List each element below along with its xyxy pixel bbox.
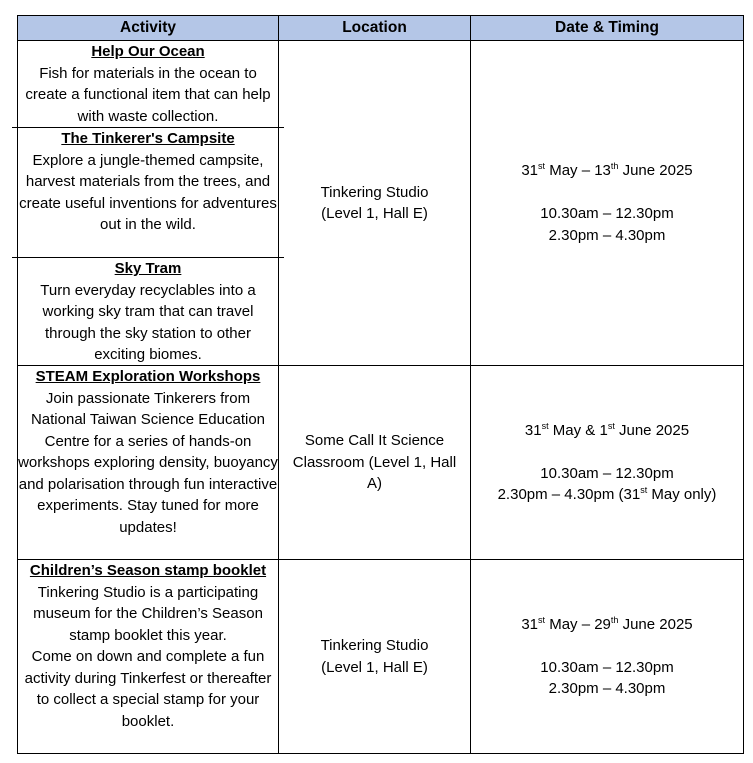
activity-item (12, 41, 284, 128)
header-location: Location (279, 16, 471, 41)
date-text: June 2025 (614, 421, 690, 439)
date-day: 31 (521, 615, 539, 633)
time-slot: 2.30pm – 4.30pm (548, 680, 666, 697)
date-suffix: st (640, 485, 648, 495)
date-cell (471, 560, 744, 754)
location-line: Classroom (Level 1, Hall (292, 453, 457, 471)
table-row (18, 560, 744, 754)
date-cell (471, 366, 744, 560)
header-activity: Activity (18, 16, 279, 41)
date-cell (471, 41, 744, 366)
activity-item (12, 128, 284, 258)
activity-description: Tinkering Studio is a participating museum for the Children’s Season stamp booklet this year. (33, 583, 263, 644)
activity-title: Sky Tram (114, 260, 182, 277)
location-line: Some Call It Science (304, 432, 445, 450)
location-line: (Level 1, Hall E) (321, 205, 428, 222)
date-suffix: st (538, 161, 546, 171)
date-text: May – 13 (545, 162, 611, 179)
time-slot: 10.30am – 12.30pm (540, 658, 674, 676)
header-row (18, 16, 744, 41)
activity-description: Join passionate Tinkerers from National Taiwan Science Education Centre for a series of hands-on workshops exploring density, buoyancy and polarisation through fun interactive experiments. Stay tuned for more updates! (18, 389, 278, 536)
activity-description: Explore a jungle-themed campsite, harvest materials from the trees, and create useful inventions for adventures out in the wild. (19, 151, 277, 233)
time-text: 2.30pm – 4.30pm (31 (497, 486, 641, 503)
date-range (471, 160, 743, 182)
time-slot (471, 484, 743, 506)
location-line: Tinkering Studio (320, 637, 429, 654)
date-suffix: th (610, 161, 619, 171)
activity-description: Fish for materials in the ocean to create a functional item that can help with waste collection. (25, 64, 271, 125)
header-date-timing: Date & Timing (471, 16, 744, 41)
date-text: May – 29 (545, 615, 611, 633)
location-cell (279, 560, 471, 754)
activity-cell (18, 41, 279, 366)
date-text: June 2025 (618, 162, 693, 179)
activity-description: Turn everyday recyclables into a working sky tram that can travel through the sky station to other exciting biomes. (40, 281, 256, 363)
date-suffix: st (538, 614, 546, 625)
date-text: May & 1 (548, 421, 608, 439)
date-text: June 2025 (618, 615, 693, 633)
date-day: 31 (524, 421, 542, 439)
activity-title: STEAM Exploration Workshops (35, 368, 261, 385)
time-slot: 10.30am – 12.30pm (540, 464, 674, 482)
location-cell (279, 366, 471, 560)
time-text: May only) (647, 486, 717, 503)
activity-description: Come on down and complete a fun activity during Tinkerfest or thereafter to collect a special stamp for your booklet. (24, 648, 272, 730)
schedule-table (17, 15, 744, 754)
date-suffix: st (541, 420, 549, 431)
date-range (471, 420, 743, 442)
activity-title: The Tinkerer's Campsite (61, 130, 235, 147)
activity-cell (18, 560, 279, 754)
location-line: (Level 1, Hall E) (321, 658, 428, 676)
date-suffix: st (607, 420, 615, 431)
activity-title: Children’s Season stamp booklet (29, 562, 267, 579)
table-row (18, 366, 744, 560)
location-line: Tinkering Studio (320, 183, 429, 201)
time-slot: 2.30pm – 4.30pm (548, 226, 666, 244)
activity-cell (18, 366, 279, 560)
date-day: 31 (521, 162, 539, 179)
time-slot: 10.30am – 12.30pm (540, 205, 674, 222)
activity-title: Help Our Ocean (91, 43, 205, 60)
table-row (18, 41, 744, 366)
activity-item (12, 258, 284, 365)
date-range (471, 614, 743, 636)
date-suffix: th (610, 614, 619, 625)
location-cell (279, 41, 471, 366)
location-line: A) (367, 475, 382, 493)
